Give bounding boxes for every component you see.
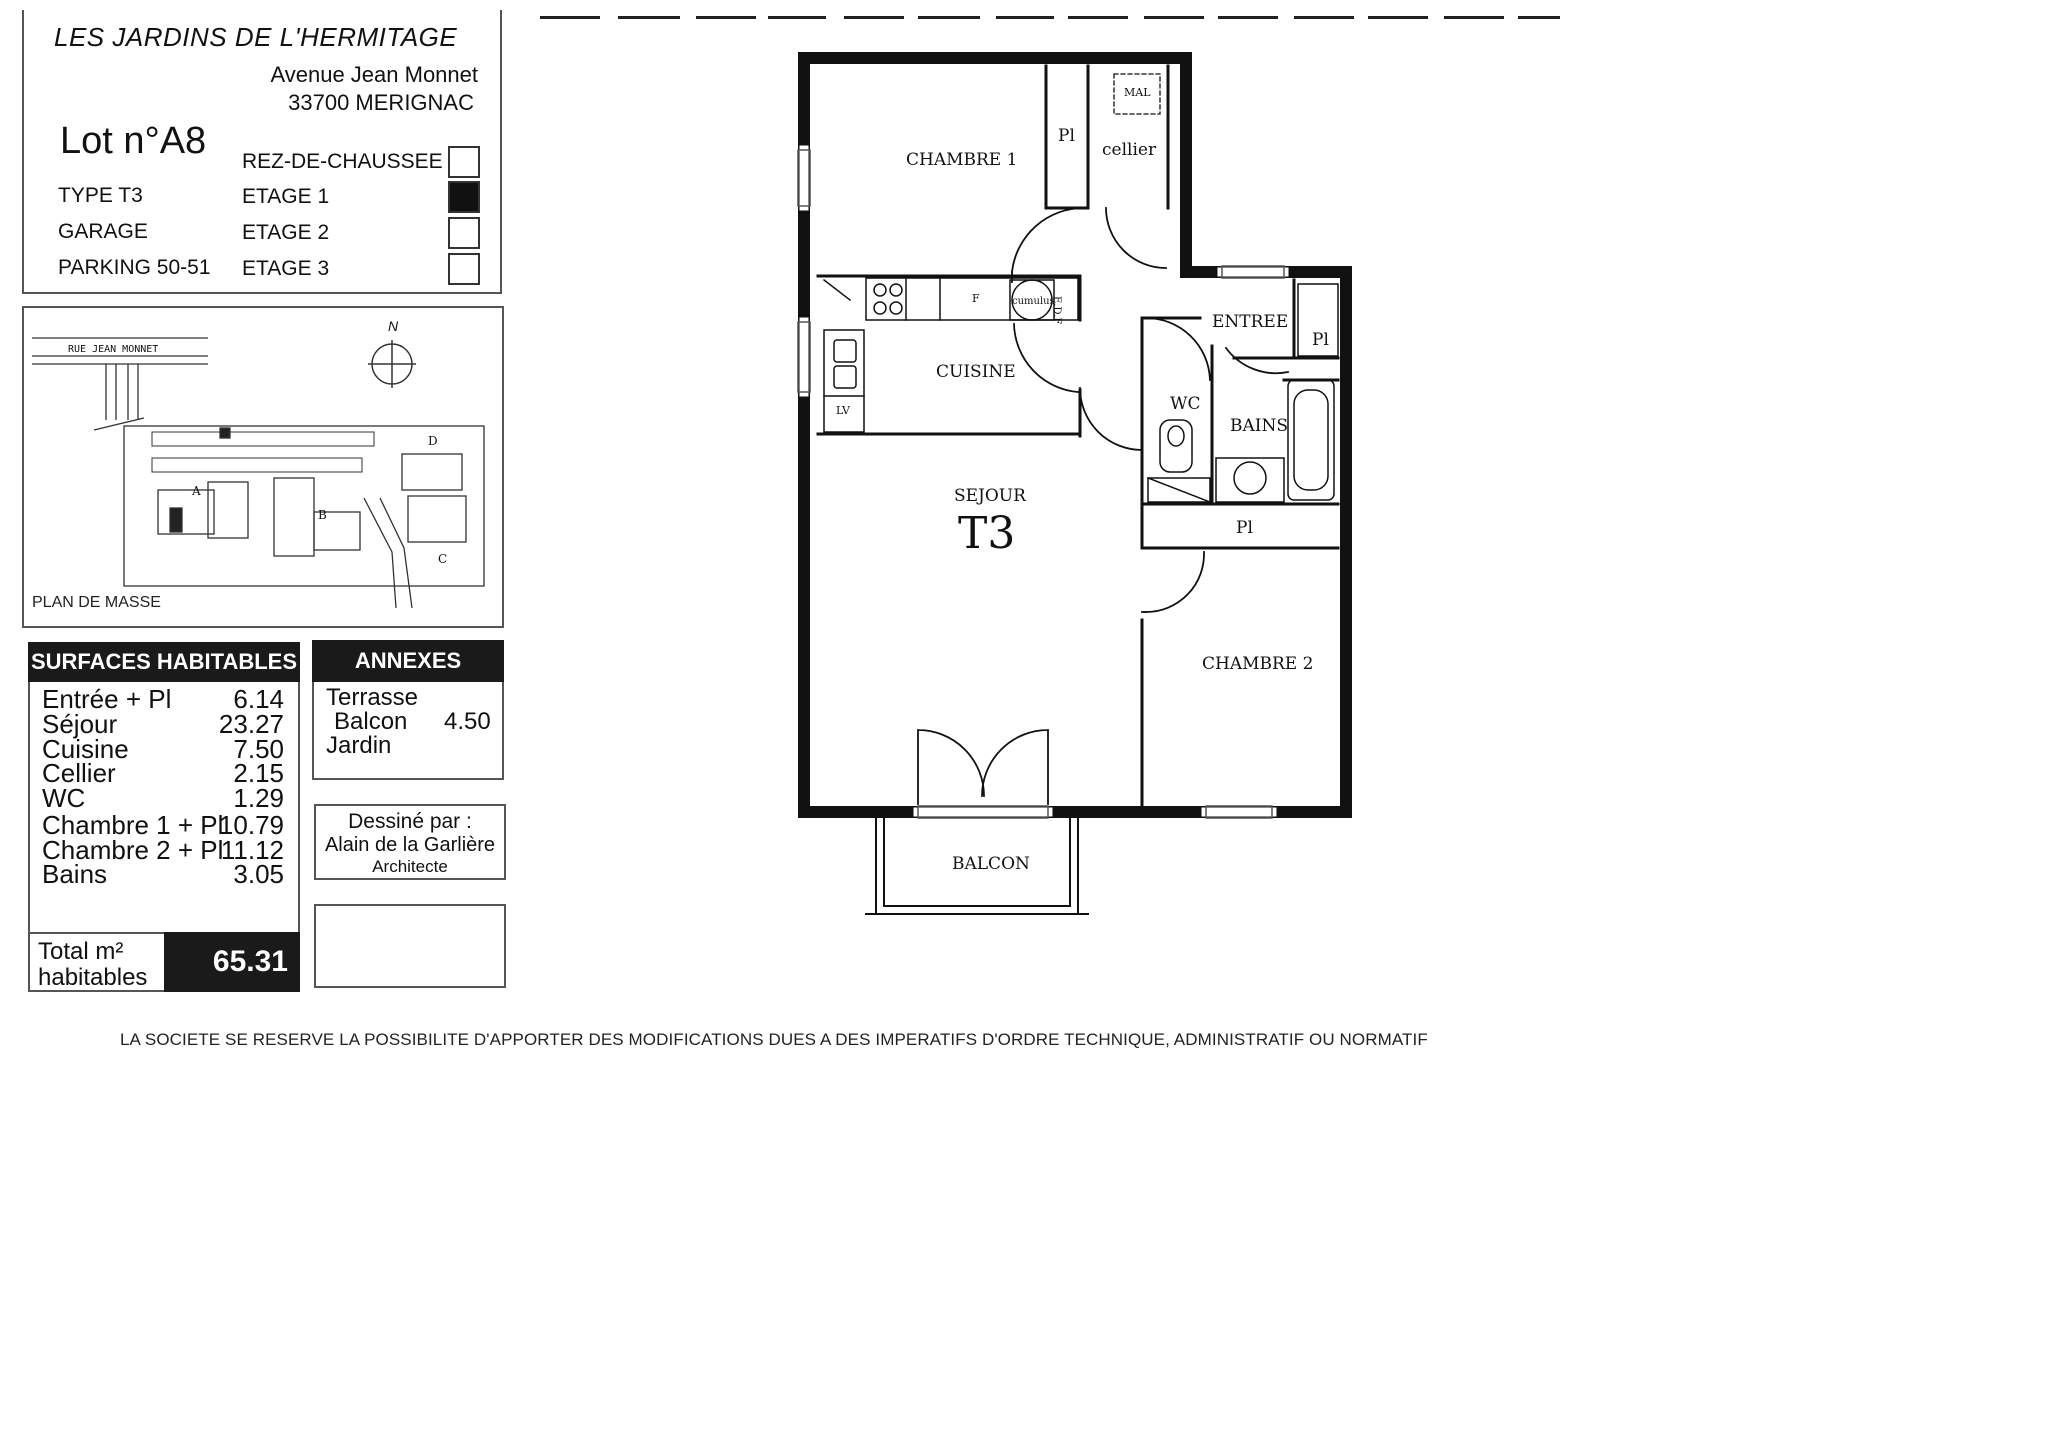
lot-info-panel (22, 10, 502, 294)
floor-label-rdc: REZ-DE-CHAUSSEE (242, 150, 443, 173)
floor-checkbox-rdc (448, 146, 480, 178)
room-label-pl-chambre-1: Pl (1058, 126, 1075, 146)
floor-checkbox-etage-2 (448, 217, 480, 249)
architect-role: Architecte (372, 857, 448, 876)
building-label-a: A (192, 484, 201, 498)
surface-value: 3.05 (233, 859, 284, 889)
floor-label-etage-1: ETAGE 1 (242, 185, 330, 208)
surface-name: Chambre 2 + Pl (42, 835, 224, 865)
apartment-type-label: T3 (958, 508, 1016, 559)
surface-value: 11.12 (220, 835, 284, 865)
floor-label-etage-2: ETAGE 2 (242, 221, 330, 244)
north-label: N (388, 318, 399, 334)
edf-label: E.D.F (1051, 296, 1062, 325)
annex-terrasse: Terrasse (326, 684, 419, 711)
architect-name: Alain de la Garlière (324, 834, 496, 856)
room-label-balcon: BALCON (952, 854, 1030, 874)
drawn-by-label: Dessiné par : (348, 810, 472, 833)
site-plan-caption: PLAN DE MASSE (32, 594, 161, 611)
room-label-mal: MAL (1124, 86, 1151, 99)
floor-checkbox-etage-1 (448, 181, 480, 213)
room-label-cellier: cellier (1102, 140, 1157, 160)
room-label-entree: ENTREE (1212, 312, 1289, 332)
room-label-chambre-2: CHAMBRE 2 (1202, 654, 1314, 674)
lot-number: Lot n°A8 (60, 120, 207, 162)
annex-jardin: Jardin (326, 732, 392, 759)
surface-name: Bains (42, 859, 108, 889)
lot-type: TYPE T3 (58, 184, 143, 207)
lot-parking: PARKING 50-51 (58, 256, 211, 279)
empty-box (314, 904, 506, 988)
room-label-cuisine: CUISINE (936, 362, 1016, 382)
street-label: RUE JEAN MONNET (68, 344, 159, 355)
surfaces-table (28, 642, 300, 992)
room-label-bains: BAINS (1230, 416, 1289, 436)
site-plan-drawing (24, 308, 502, 626)
surface-value: 10.79 (218, 810, 284, 840)
address-line-1: Avenue Jean Monnet (270, 62, 478, 87)
surfaces-header: SURFACES HABITABLES (28, 642, 300, 682)
surface-value: 6.14 (233, 684, 284, 714)
room-label-chambre-1: CHAMBRE 1 (906, 150, 1018, 170)
floor-label-etage-3: ETAGE 3 (242, 257, 330, 280)
floor-checkbox-etage-3 (448, 253, 480, 285)
surface-name: Chambre 1 + Pl (42, 810, 224, 840)
room-label-sejour: SEJOUR (954, 486, 1026, 506)
surface-name: Séjour (42, 709, 118, 739)
total-value: 65.31 (164, 932, 300, 992)
annex-balcon: Balcon (334, 708, 408, 735)
total-label-line-1: Total m² (38, 938, 124, 965)
surface-name: Cuisine (42, 734, 129, 764)
room-label-wc: WC (1170, 394, 1201, 414)
surface-name: WC (42, 783, 86, 813)
lot-garage: GARAGE (58, 220, 148, 243)
footer-disclaimer: LA SOCIETE SE RESERVE LA POSSIBILITE D'APPORTER DES MODIFICATIONS DUES A DES IMPERATIFS D'ORDRE TECHNIQUE, ADMINISTRATIF OU NORMATIF (120, 1030, 1428, 1049)
total-label-line-2: habitables (38, 964, 148, 991)
fridge-label: F (972, 292, 980, 305)
annexes-table (312, 640, 504, 780)
annex-balcon-value: 4.50 (444, 708, 491, 735)
total-label (30, 932, 164, 992)
project-title: LES JARDINS DE L'HERMITAGE (54, 22, 458, 52)
surface-name: Cellier (42, 758, 116, 788)
annexes-header: ANNEXES (312, 640, 504, 682)
address-line-2: 33700 MERIGNAC (288, 90, 474, 115)
drawn-by-box (314, 804, 506, 880)
surface-name: Entrée + Pl (42, 684, 172, 714)
building-label-d: D (428, 434, 438, 448)
lv-label: LV (836, 404, 850, 417)
building-label-b: B (318, 508, 327, 522)
surface-value: 1.29 (233, 783, 284, 813)
floor-plan (760, 40, 1560, 980)
building-label-c: C (438, 552, 448, 566)
room-label-pl-middle: Pl (1236, 518, 1253, 538)
room-label-pl-entree: Pl (1312, 330, 1329, 350)
site-plan-panel (22, 306, 504, 628)
surface-value: 2.15 (233, 758, 284, 788)
cumulus-label: cumulus (1012, 296, 1055, 307)
surface-value: 23.27 (218, 709, 284, 739)
surface-value: 7.50 (233, 734, 284, 764)
